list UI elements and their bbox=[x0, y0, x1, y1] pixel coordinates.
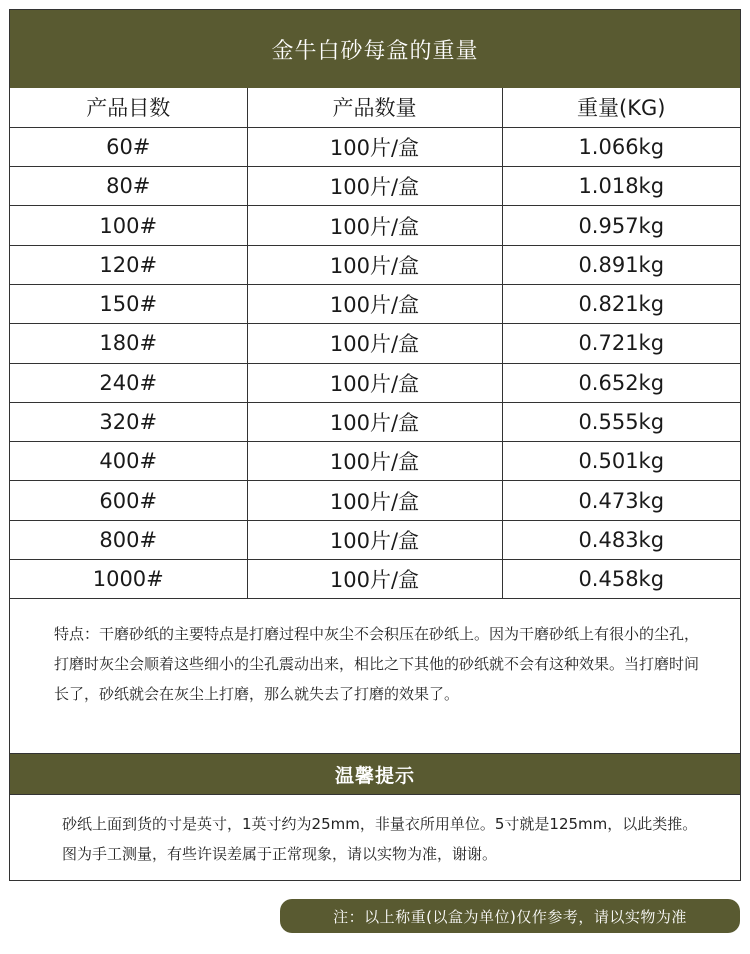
cell-weight: 0.652kg bbox=[502, 363, 740, 402]
cell-quantity: 100片/盒 bbox=[247, 245, 502, 284]
cell-grit: 400# bbox=[10, 442, 247, 481]
cell-weight: 0.501kg bbox=[502, 442, 740, 481]
column-header-weight: 重量(KG) bbox=[502, 88, 740, 127]
cell-quantity: 100片/盒 bbox=[247, 284, 502, 323]
cell-grit: 600# bbox=[10, 481, 247, 520]
cell-grit: 150# bbox=[10, 284, 247, 323]
cell-weight: 0.891kg bbox=[502, 245, 740, 284]
features-description: 特点：干磨砂纸的主要特点是打磨过程中灰尘不会积压在砂纸上。因为干磨砂纸上有很小的尘孔，打磨时灰尘会顺着这些细小的尘孔震动出来，相比之下其他的砂纸就不会有这种效果。当打磨时间长了，砂纸就会在灰尘上打磨，那么就失去了打磨的效果了。 bbox=[10, 599, 740, 754]
tips-text: 砂纸上面到货的寸是英寸，1英寸约为25mm，非量衣所用单位。5寸就是125mm，以此类推。图为手工测量，有些许误差属于正常现象，请以实物为准，谢谢。 bbox=[62, 815, 698, 864]
cell-grit: 100# bbox=[10, 206, 247, 245]
table-row bbox=[10, 245, 740, 284]
table-row bbox=[10, 520, 740, 559]
tips-title: 温馨提示 bbox=[10, 754, 740, 795]
table-row bbox=[10, 127, 740, 166]
cell-grit: 80# bbox=[10, 167, 247, 206]
table-header-row bbox=[10, 88, 740, 127]
cell-quantity: 100片/盒 bbox=[247, 560, 502, 599]
table-row bbox=[10, 324, 740, 363]
cell-quantity: 100片/盒 bbox=[247, 127, 502, 166]
cell-grit: 120# bbox=[10, 245, 247, 284]
cell-quantity: 100片/盒 bbox=[247, 363, 502, 402]
column-header-grit: 产品目数 bbox=[10, 88, 247, 127]
cell-grit: 240# bbox=[10, 363, 247, 402]
page-title: 金牛白砂每盒的重量 bbox=[10, 10, 740, 88]
cell-weight: 1.018kg bbox=[502, 167, 740, 206]
cell-quantity: 100片/盒 bbox=[247, 324, 502, 363]
cell-grit: 60# bbox=[10, 127, 247, 166]
table-body bbox=[10, 127, 740, 599]
table-row bbox=[10, 402, 740, 441]
cell-weight: 0.555kg bbox=[502, 402, 740, 441]
column-header-quantity: 产品数量 bbox=[247, 88, 502, 127]
table-row bbox=[10, 206, 740, 245]
cell-weight: 0.721kg bbox=[502, 324, 740, 363]
cell-weight: 0.473kg bbox=[502, 481, 740, 520]
cell-weight: 0.821kg bbox=[502, 284, 740, 323]
cell-weight: 0.458kg bbox=[502, 560, 740, 599]
cell-weight: 0.483kg bbox=[502, 520, 740, 559]
cell-quantity: 100片/盒 bbox=[247, 167, 502, 206]
cell-grit: 320# bbox=[10, 402, 247, 441]
cell-weight: 1.066kg bbox=[502, 127, 740, 166]
table-row bbox=[10, 442, 740, 481]
cell-quantity: 100片/盒 bbox=[247, 206, 502, 245]
cell-quantity: 100片/盒 bbox=[247, 481, 502, 520]
cell-quantity: 100片/盒 bbox=[247, 520, 502, 559]
cell-grit: 180# bbox=[10, 324, 247, 363]
cell-quantity: 100片/盒 bbox=[247, 442, 502, 481]
cell-weight: 0.957kg bbox=[502, 206, 740, 245]
table-row bbox=[10, 560, 740, 599]
note-badge: 注：以上称重(以盒为单位)仅作参考，请以实物为准 bbox=[280, 899, 740, 933]
cell-quantity: 100片/盒 bbox=[247, 402, 502, 441]
cell-grit: 1000# bbox=[10, 560, 247, 599]
table-row bbox=[10, 284, 740, 323]
cell-grit: 800# bbox=[10, 520, 247, 559]
weight-table bbox=[10, 88, 740, 599]
table-row bbox=[10, 363, 740, 402]
table-row bbox=[10, 167, 740, 206]
table-row bbox=[10, 481, 740, 520]
product-info-panel bbox=[9, 9, 741, 881]
